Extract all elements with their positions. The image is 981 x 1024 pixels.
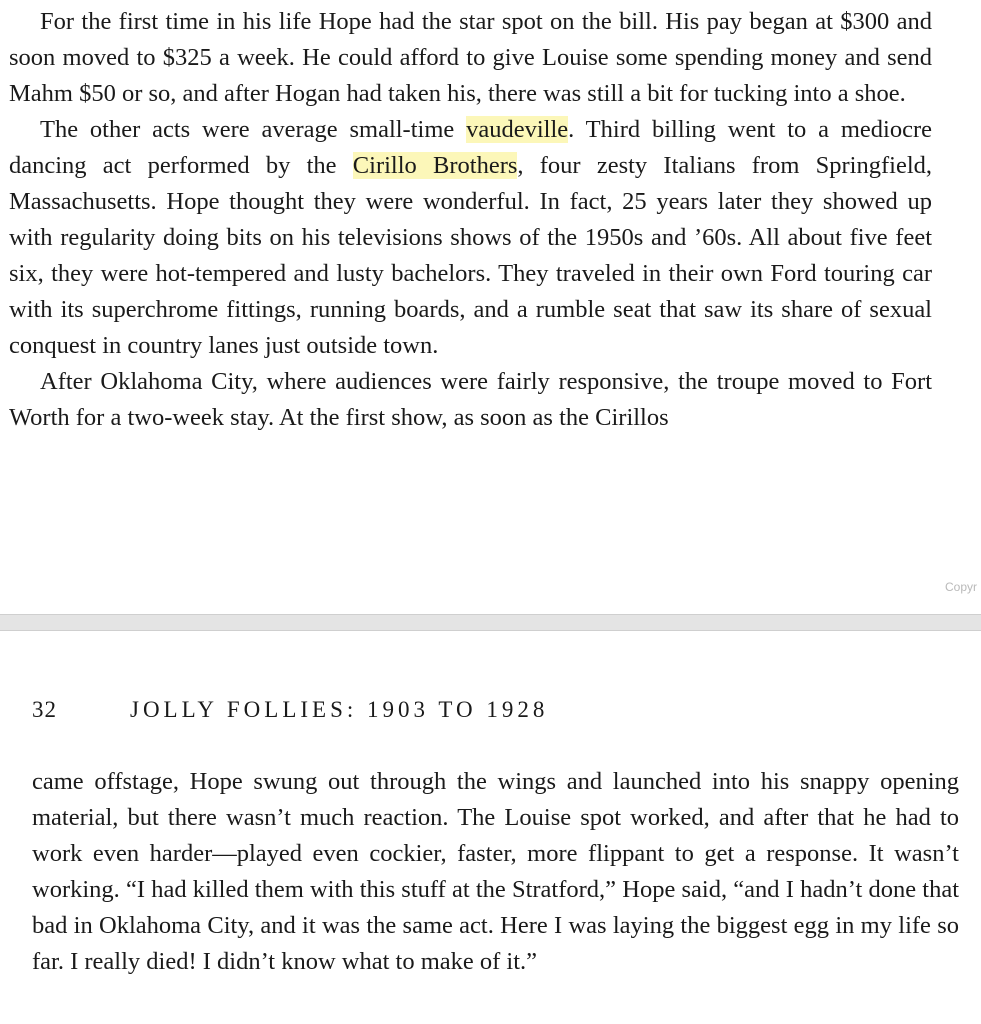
text-segment: came offstage, Hope swung out through the wings and launched into his snappy opening material, but there wasn’t much reaction. The Louise spot worked, and after that he had to work even harder—played even cockier, faster, more flippant to get a response. It wasn’t working. “I had killed them with this stuff at the Stratford,” Hope said, “and I hadn’t done that bad in Oklahoma City, and it was the same act. Here I was laying the biggest egg in my life so far. I really died! I didn’t know what to make of it.” (32, 768, 959, 975)
chapter-title: JOLLY FOLLIES: 1903 TO 1928 (130, 697, 549, 722)
running-head (32, 697, 548, 723)
page-number: 32 (32, 697, 57, 722)
highlighted-text-cirillo-brothers[interactable]: Cirillo Brothers (352, 152, 518, 179)
page-top-body-text (9, 4, 932, 436)
copyright-tab[interactable]: Copyr (945, 580, 978, 594)
paragraph (9, 364, 932, 436)
paragraph (9, 112, 932, 364)
text-segment: After Oklahoma City, where audiences were fairly responsive, the troupe moved to Fort Worth for a two-week stay. At the first show, as soon as the Cirillos (9, 368, 932, 431)
paragraph (9, 4, 932, 112)
reader-page-bottom (0, 631, 981, 1024)
text-segment: For the first time in his life Hope had the star spot on the bill. His pay began at $300 and soon moved to $325 a week. He could afford to give Louise some spending money and send Mahm $50 or so, and after Hogan had taken his, there was still a bit for tucking into a shoe. (9, 8, 932, 107)
page-bottom-body-text (32, 764, 959, 980)
text-segment: . Third billing went to a mediocre dancing act performed by the (9, 116, 932, 179)
text-segment: , four zesty Italians from Springfield, Massachusetts. Hope thought they were wonderful. In fact, 25 years later they showed up with regularity doing bits on his televisions shows of the 1950s and ’60s. All about five feet six, they were hot-tempered and lusty bachelors. They traveled in their own Ford touring car with its superchrome fittings, running boards, and a rumble seat that saw its share of sexual conquest in country lanes just outside town. (9, 152, 933, 359)
paragraph (32, 764, 959, 980)
text-segment: The other acts were average small-time (40, 116, 467, 143)
highlighted-text-vaudeville[interactable]: vaudeville (466, 116, 569, 143)
page-separator (0, 614, 981, 631)
